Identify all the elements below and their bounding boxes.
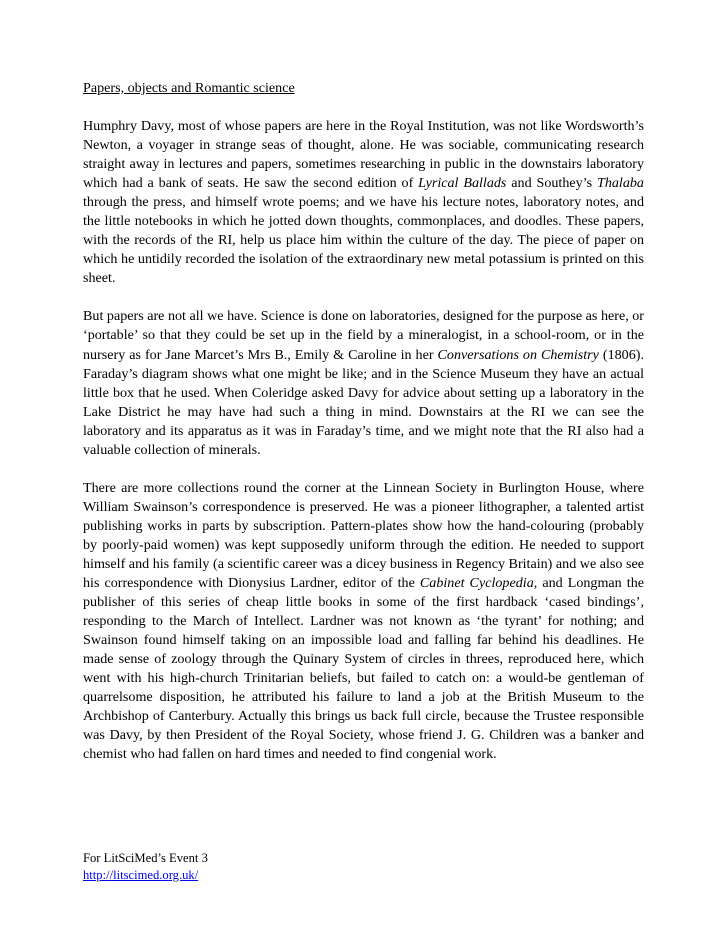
document-title: Papers, objects and Romantic science [83,80,295,96]
book-title-cabinet-cyclopedia: Cabinet Cyclopedia [419,575,534,592]
paragraph-text: There are more collections round the corner at the Linnean Society in Burlington House, where William Swainson’s correspondence is preserved. He was a pioneer lithographer, a talented artist publishing works in parts by subscription. Pattern-plates show how the hand-colouring (probably by poorly-paid women) was kept supposedly uniform through the edition. He needed to support himself and his family (a scientific career was a dicey business in Regency Britain) and we also see his correspondence with Dionysius Lardner, editor of the [83,479,644,592]
paragraph-text: and Southey’s [506,175,597,192]
paragraph-davy [83,117,644,288]
footer-link[interactable]: http://litscimed.org.uk/ [83,868,199,882]
paragraph-text: through the press, and himself wrote poems; and we have his lecture notes, laboratory notes, and the little notebooks in which he jotted down thoughts, commonplaces, and doodles. These papers, with the records of the RI, help us place him within the culture of the day. The piece of paper on which he untidily recorded the isolation of the extraordinary new metal potassium is printed on this sheet. [83,194,644,287]
footer-event-text: For LitSciMed’s Event 3 [83,851,208,865]
paragraph-swainson [83,479,644,765]
paragraph-text: (1806). Faraday’s diagram shows what one might be like; and in the Science Museum they have an actual little box that he used. When Coleridge asked Davy for advice about setting up a laboratory in the Lake District he may have had such a thing in mind. Downstairs at the RI we can see the laboratory and its apparatus as it was in Faraday’s time, and we might note that the RI also had a valuable collection of minerals. [83,346,644,458]
paragraph-text: Humphry Davy, most of whose papers are here in the Royal Institution, was not like Wordsworth’s Newton, a voyager in strange seas of thought, alone. He was sociable, communicating research straight away in lectures and papers, sometimes researching in public in the downstairs laboratory which had a bank of seats. He saw the second edition of [83,118,644,192]
book-title-lyrical-ballads: Lyrical Ballads [418,175,507,192]
footer [83,850,208,884]
paragraph-text: , and Longman the publisher of this series of cheap little books in some of the first hardback ‘cased bindings’, responding to the March of Intellect. Lardner was not known as ‘the tyrant’ for nothing; and Swainson found himself taking on an impossible load and falling far behind his deadlines. He made sense of zoology through the Quinary System of circles in threes, reproduced here, which went with his high-church Trinitarian beliefs, but failed to catch on: a would-be gentleman of quarrelsome disposition, he attributed his failure to land a job at the British Museum to the Archbishop of Canterbury. Actually this brings us back full circle, because the Trustee responsible was Davy, by then President of the Royal Society, whose friend J. G. Children was a banker and chemist who had fallen on hard times and needed to find congenial work. [83,575,644,763]
paragraph-laboratories [83,307,644,459]
paragraph-text: But papers are not all we have. Science is done on laboratories, designed for the purpose as here, or ‘portable’ so that they could be set up in the field by a mineralogist, in a school-room, or in the nursery as for Jane Marcet’s Mrs B., Emily & Caroline in her [83,308,644,363]
book-title-thalaba: Thalaba [596,175,644,192]
document-page [83,79,644,784]
book-title-conversations-on-chemistry: Conversations on Chemistry [437,346,599,363]
